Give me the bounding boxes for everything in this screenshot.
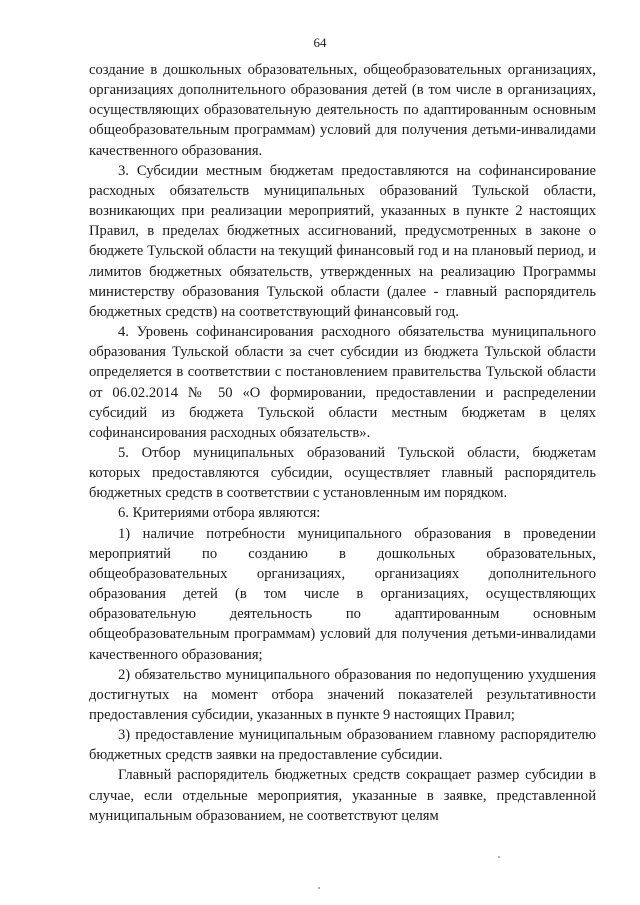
paragraph-item-6: 6. Критериями отбора являются:: [118, 505, 321, 522]
paragraph-item-4: 4. Уровень софинансирования расходного обязательства муниципального образования Тульской области за счет субсидии из бюджета Тульской области определяется в соответствии с постановлением правительства Тульской области от 06.02.2014 № 50 «О формировании, предоставлении и распределении субсидий из бюджета Тульской области местным бюджетам в целях софинансирования расходных обязательств».: [89, 324, 596, 441]
paragraph-reduction: Главный распорядитель бюджетных средств сокращает размер субсидии в случае, если отдельные мероприятия, указанные в заявке, представленной муниципальным образованием, не соответствуют целям: [89, 767, 596, 824]
criterion-2: 2) обязательство муниципального образования по недопущению ухудшения достигнутых на момент отбора значений показателей результативности предоставления субсидии, указанных в пункте 9 настоящих Правил;: [89, 666, 596, 723]
criterion-3: 3) предоставление муниципальным образованием главному распорядителю бюджетных средств заявки на предоставление субсидии.: [89, 727, 596, 764]
paragraph-item-2-continuation: создание в дошкольных образовательных, общеобразовательных организациях, организациях дополнительного образования детей (в том числе в организациях, осуществляющих образовательную деятельность по адаптированным основным общеобразовательным программам) условий для получения детьми-инвалидами качественного образования.: [89, 62, 596, 159]
criterion-1: 1) наличие потребности муниципального образования в проведении мероприятий по созданию в дошкольных образовательных, общеобразовательных организациях, организациях дополнительного образования детей (в том числе в организациях, осуществляющих образовательную деятельность по адаптированным основным общеобразовательным программам) условий для получения детьми-инвалидами качественного образования;: [89, 525, 596, 663]
paragraph-item-3: 3. Субсидии местным бюджетам предоставляются на софинансирование расходных обязательств муниципальных образований Тульской области, возникающих при реализации мероприятий, указанных в пункте 2 настоящих Правил, в пределах бюджетных ассигнований, предусмотренных в законе о бюджете Тульской области на текущий финансовый год и на плановый период, и лимитов бюджетных обязательств, утвержденных на реализацию Программы министерству образования Тульской области (далее - главный распорядитель бюджетных средств) на соответствующий финансовый год.: [89, 162, 596, 320]
paragraph-item-5: 5. Отбор муниципальных образований Тульской области, бюджетам которых предоставляются субсидии, осуществляет главный распорядитель бюджетных средств в соответствии с установленным им порядком.: [89, 444, 596, 502]
scan-speck: [318, 887, 320, 889]
scan-speck: [498, 856, 500, 858]
page-number: 64: [313, 35, 327, 50]
document-body: [89, 60, 596, 826]
